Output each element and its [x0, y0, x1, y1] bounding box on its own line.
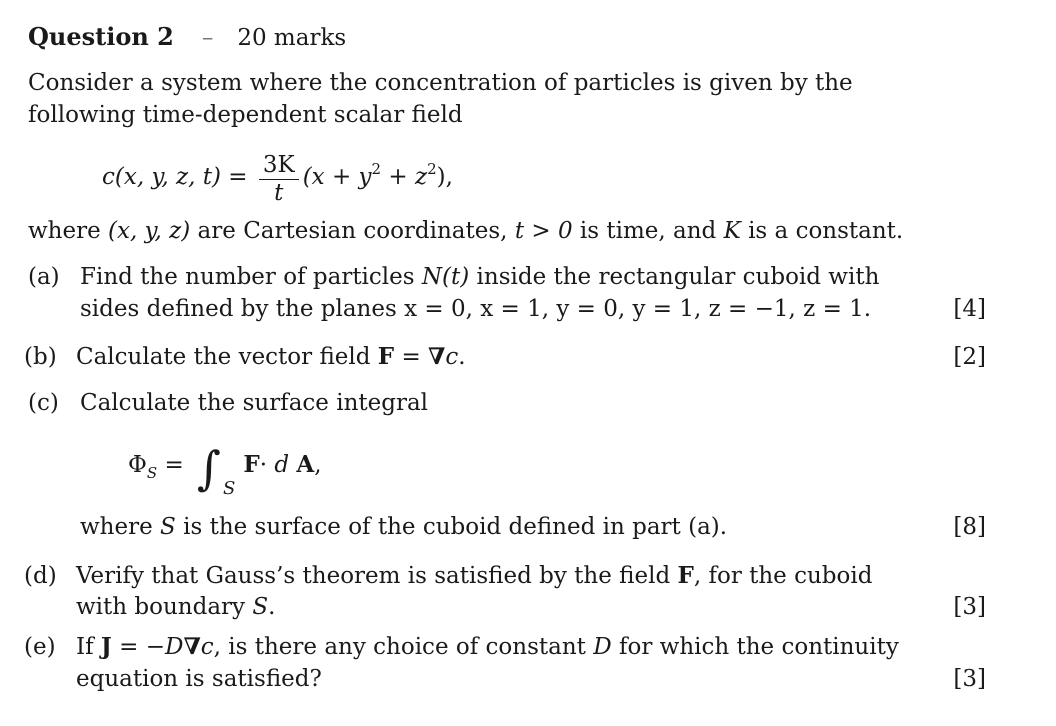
part-b-c: c — [445, 344, 459, 370]
part-e-text-2: , is there any choice of constant — [213, 634, 594, 660]
part-e-text-3: for which the continuity — [611, 634, 899, 660]
part-d-mark: [3] — [953, 594, 986, 620]
part-a-line-2: sides defined by the planes x = 0, x = 1, y = 0, y = 1, z = −1, z = 1. — [80, 296, 872, 322]
part-d-line2-text-1: with boundary — [76, 594, 253, 620]
part-e-d: D — [164, 634, 184, 660]
part-c-where-text-2: is the surface of the cuboid defined in part (a). — [175, 514, 728, 540]
where-line — [28, 216, 903, 246]
where-text-2: are Cartesian coordinates, — [190, 218, 515, 244]
part-d-label: (d) — [24, 563, 57, 589]
fraction-denominator: t — [274, 179, 284, 206]
phi-subscript: S — [146, 464, 158, 482]
equation-rhs-open: (x + y — [302, 164, 372, 190]
part-b-mark: [2] — [953, 344, 986, 370]
part-e-nabla: ∇ — [183, 633, 201, 660]
part-d-text-1: Verify that Gauss’s theorem is satisfied by the field — [76, 563, 678, 589]
part-a-line-1 — [28, 262, 879, 292]
question-heading — [28, 22, 346, 53]
intro-line-2: following time-dependent scalar field — [28, 102, 463, 128]
integrand-a: A — [296, 451, 315, 478]
integral-symbol: ∫ — [197, 441, 222, 495]
where-math-coords: (x, y, z) — [108, 218, 191, 244]
where-text-1: where — [28, 218, 109, 244]
part-d-s: S — [252, 594, 269, 620]
part-a-text-2: inside the rectangular cuboid with — [469, 264, 880, 290]
integrand-d: d — [274, 452, 297, 478]
part-c-mark: [8] — [953, 514, 986, 540]
part-b-label: (b) — [24, 344, 57, 370]
part-b-equals: = — [394, 344, 429, 370]
part-e-c: c — [200, 634, 214, 660]
question-marks: 20 marks — [237, 25, 347, 51]
where-text-4: is a constant. — [740, 218, 904, 244]
integral-comma: , — [314, 452, 322, 478]
part-c-where-text-1: where — [80, 514, 161, 540]
part-d-text-2: , for the cuboid — [693, 563, 873, 589]
concentration-equation — [102, 150, 453, 206]
where-math-time: t > 0 — [514, 218, 573, 244]
part-d-vector-f: F — [677, 562, 694, 589]
part-a-label: (a) — [28, 264, 60, 290]
nabla-symbol: ∇ — [428, 343, 446, 370]
integral-subscript: S — [223, 478, 236, 499]
part-a-text-1: Find the number of particles — [80, 264, 422, 290]
intro-line-1: Consider a system where the concentration of particles is given by the — [28, 70, 853, 96]
question-title: Question 2 — [28, 22, 174, 51]
equation-rhs-mid: + z — [381, 164, 428, 190]
part-c-label: (c) — [28, 390, 59, 416]
part-e-d2: D — [593, 634, 612, 660]
where-text-3: is time, and — [572, 218, 724, 244]
part-c-where-line — [80, 512, 727, 542]
part-e-text-1: If — [76, 634, 101, 660]
heading-separator: – — [201, 25, 214, 51]
part-e-label: (e) — [24, 634, 56, 660]
part-c-where-s: S — [160, 514, 176, 540]
where-math-k: K — [723, 218, 741, 244]
part-b-period: . — [458, 344, 466, 370]
part-e-line-1 — [24, 632, 899, 662]
equation-rhs-close: ), — [436, 164, 453, 190]
equation-fraction — [259, 151, 299, 206]
part-e-mark: [3] — [953, 666, 986, 692]
part-c-text: Calculate the surface integral — [80, 390, 429, 416]
equation-lhs: c(x, y, z, t) = — [102, 164, 248, 190]
part-a-mark: [4] — [953, 296, 986, 322]
surface-integral-equation — [128, 441, 322, 504]
part-c-line — [28, 388, 428, 418]
part-d-line-1 — [24, 561, 872, 591]
exponent-z: 2 — [427, 160, 437, 178]
part-d-line-2 — [76, 592, 275, 622]
integral-equals: = — [157, 452, 192, 478]
part-b-text-1: Calculate the vector field — [76, 344, 378, 370]
integrand-f: F — [243, 451, 260, 478]
integrand-dot: · — [259, 452, 275, 478]
part-e-vector-j: J — [100, 633, 112, 660]
phi-symbol: Φ — [128, 452, 147, 478]
part-d-period: . — [268, 594, 276, 620]
exponent-y: 2 — [371, 160, 382, 178]
part-e-line-2: equation is satisfied? — [76, 666, 322, 692]
part-e-equals: = − — [111, 634, 165, 660]
part-a-math-n: N(t) — [421, 264, 470, 290]
fraction-numerator: 3K — [259, 151, 299, 180]
part-b-vector-f: F — [377, 343, 395, 370]
part-b-line — [24, 342, 466, 372]
